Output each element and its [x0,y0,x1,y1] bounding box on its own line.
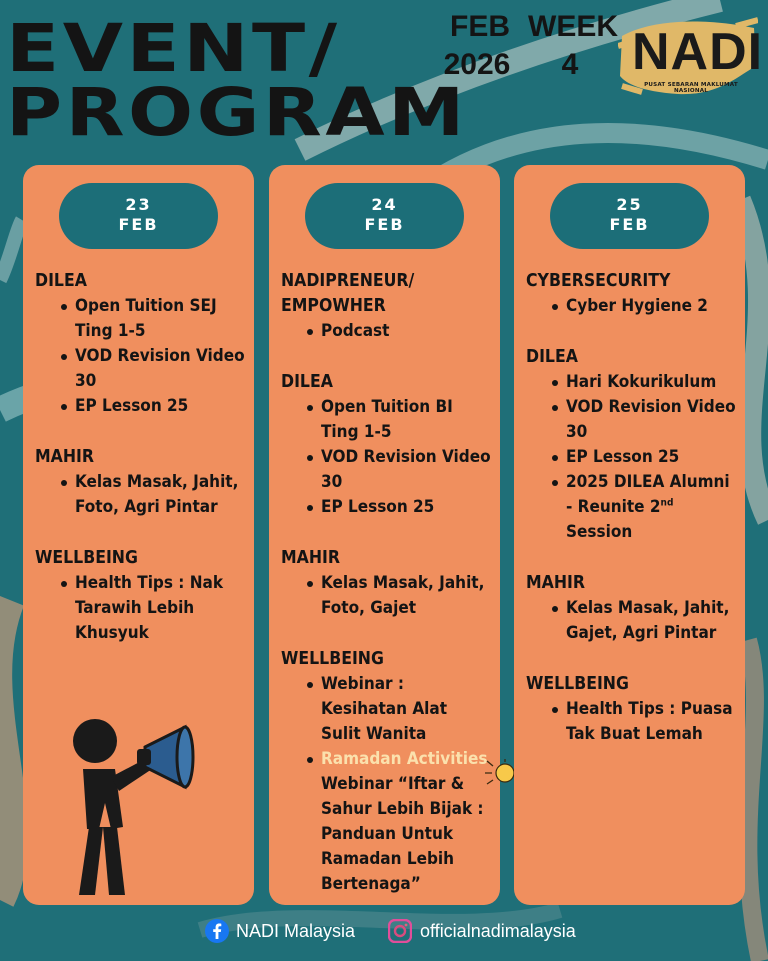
section-title: WELLBEING [35,548,138,568]
list-item: Hari Kokurikulum [552,370,737,395]
section-list [526,294,737,319]
list-item: Open Tuition BI Ting 1-5 [307,395,492,445]
section-list [35,294,246,419]
section-list [35,470,246,520]
date-pill [305,183,464,249]
section-list [526,697,737,747]
megaphone-person-icon [53,707,223,897]
section-title: MAHIR [281,548,341,568]
day-card-24 [269,165,500,905]
section-title: CYBERSECURITY [526,271,671,291]
list-item: Health Tips : Puasa Tak Buat Lemah [552,697,737,747]
section-list [281,395,492,520]
section-list [35,571,246,646]
date-day: 24 [371,195,398,214]
logo-title: NADI [632,23,764,81]
day-content [281,269,492,923]
section-title: WELLBEING [526,674,629,694]
list-item: Cyber Hygiene 2 [552,294,737,319]
highlight-text: Ramadan Activities [321,749,488,769]
date-month: FEB [364,215,405,234]
date-day: 25 [616,195,643,214]
section-title: MAHIR [526,573,586,593]
year-label: 2026 [443,48,511,81]
list-item: VOD Revision Video 30 [552,395,737,445]
nadi-logo [618,6,764,106]
week-number: 4 [561,48,579,81]
facebook-link[interactable]: NADI Malaysia [236,921,356,941]
day-card-23 [23,165,254,905]
section-list [526,370,737,545]
section-title: WELLBEING [281,649,384,669]
list-item: Kelas Masak, Jahit, Gajet, Agri Pintar [552,596,737,646]
list-item: Open Tuition SEJ Ting 1-5 [61,294,246,344]
week-label: WEEK [528,10,618,43]
section-list [281,571,492,621]
date-pill [59,183,218,249]
title-line-1: EVENT/ [6,10,341,87]
section-title: MAHIR [35,447,95,467]
list-item: Kelas Masak, Jahit, Foto, Gajet [307,571,492,621]
list-item: VOD Revision Video 30 [61,344,246,394]
list-item: EP Lesson 25 [307,495,492,520]
ramadan-webinar-text: Webinar “Iftar & Sahur Lebih Bijak : Panduan Untuk Ramadan Lebih Bertenaga” [321,774,484,894]
list-item: EP Lesson 25 [552,445,737,470]
logo-subtitle: PUSAT SEBARAN MAKLUMAT NASIONAL [644,82,738,94]
section-title: DILEA [281,372,333,392]
alumni-text: 2025 DILEA Alumni - Reunite [566,472,730,517]
list-item: Webinar : Kesihatan Alat Sulit Wanita [307,672,492,747]
section-title: DILEA [526,347,578,367]
list-item: EP Lesson 25 [61,394,246,419]
section-list [526,596,737,646]
ordinal-number: 2 [649,497,661,517]
day-card-25 [514,165,745,905]
facebook-icon[interactable] [205,919,229,943]
month-label: FEB [450,10,510,43]
day-content [35,269,246,672]
section-title: NADIPRENEUR/ EMPOWHER [281,271,415,316]
section-list [281,319,492,344]
section-list [281,672,492,897]
day-content [526,269,737,773]
list-item: VOD Revision Video 30 [307,445,492,495]
session-text: Session [566,522,633,542]
instagram-icon[interactable] [388,919,412,943]
instagram-link[interactable]: officialnadimalaysia [420,921,576,941]
list-item [552,470,737,545]
section-title: DILEA [35,271,87,291]
list-item: Podcast [307,319,492,344]
list-item: Kelas Masak, Jahit, Foto, Agri Pintar [61,470,246,520]
date-month: FEB [118,215,159,234]
ordinal-suffix: nd [660,497,674,509]
list-item: Health Tips : Nak Tarawih Lebih Khusyuk [61,571,246,646]
date-month: FEB [609,215,650,234]
date-day: 23 [125,195,152,214]
title-line-2: PROGRAM [6,74,468,151]
list-item [307,747,492,897]
date-pill [550,183,709,249]
